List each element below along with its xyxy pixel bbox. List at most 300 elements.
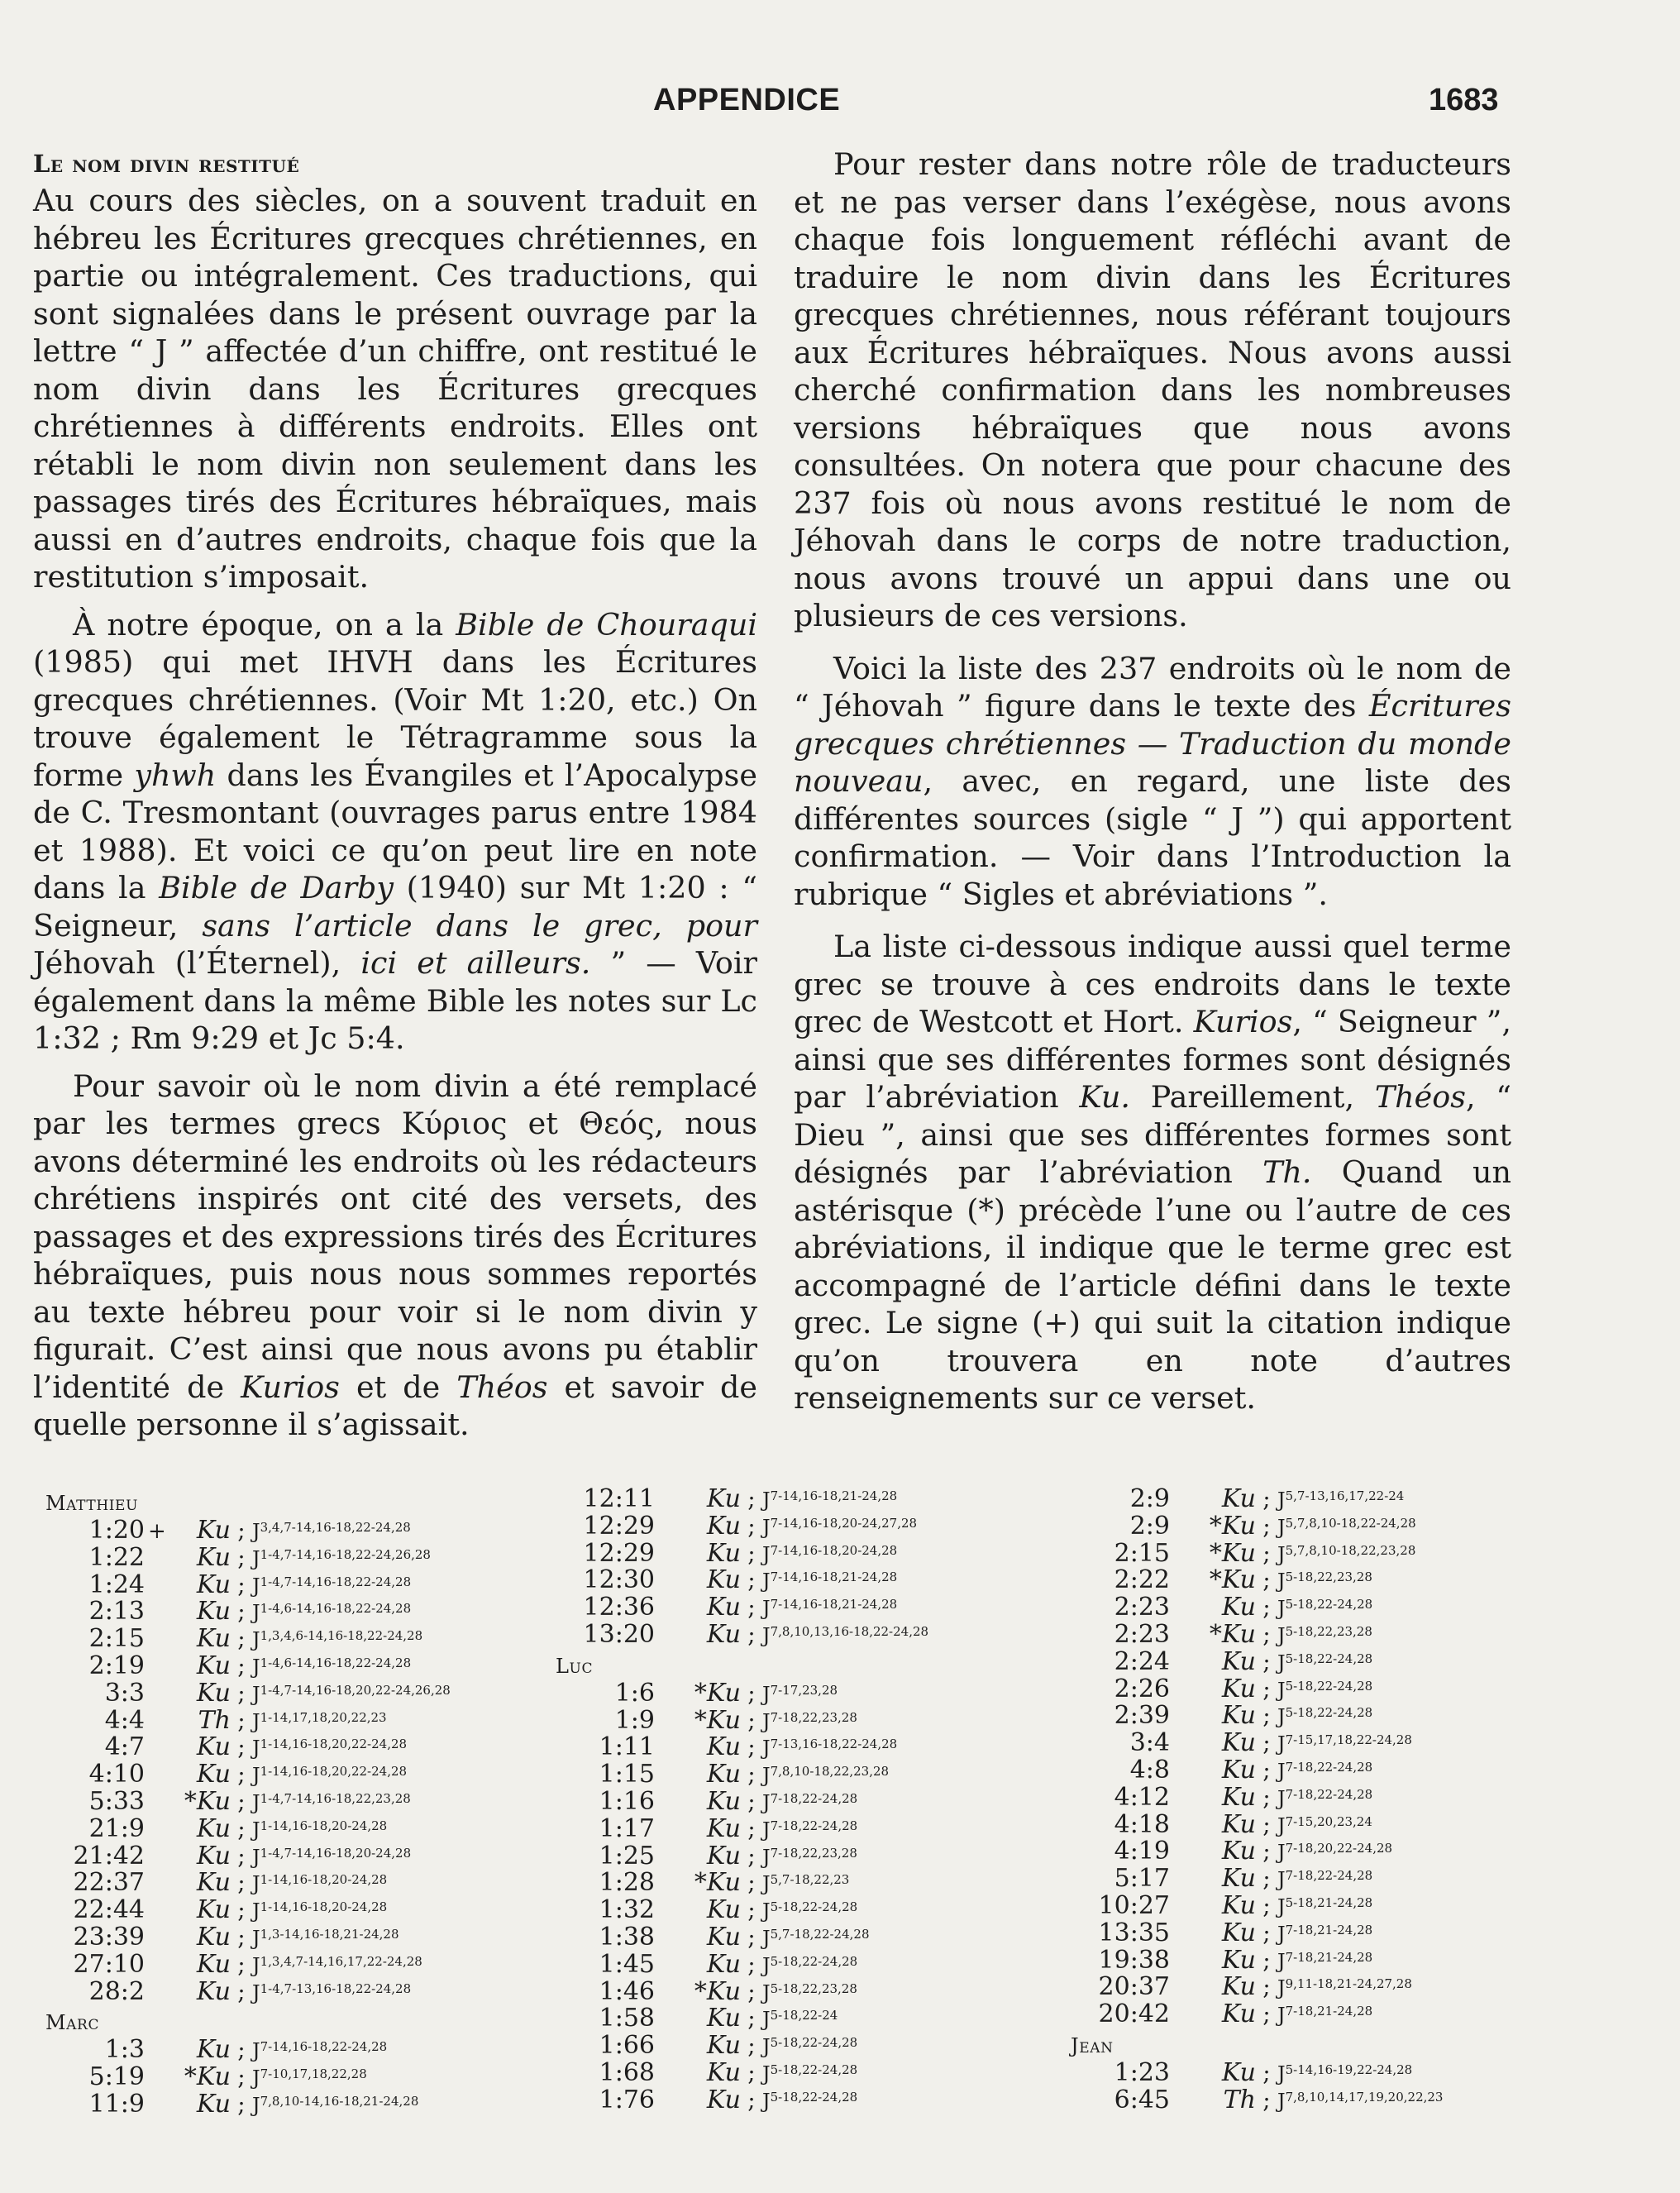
greek-term-abbreviation: Ku <box>196 1732 231 1762</box>
greek-term-abbreviation: Ku <box>1221 1918 1256 1947</box>
source-numbers: 5-18,22-24,28 <box>770 1953 858 1969</box>
source-numbers: 1-4,7-14,16-18,22-24,28 <box>260 1574 412 1589</box>
reference-row <box>1071 1647 1567 1675</box>
source-sigle: J <box>252 1682 260 1706</box>
separator: ; <box>237 2036 246 2064</box>
source-list <box>252 1574 411 1598</box>
verse-reference: 1:45 <box>599 1949 655 1979</box>
verse-reference: 12:11 <box>583 1484 655 1513</box>
greek-term-abbreviation: Th <box>1223 2085 1256 2114</box>
source-list <box>1277 2090 1443 2113</box>
source-list <box>1277 1516 1416 1539</box>
greek-term-abbreviation: Ku <box>196 1516 231 1545</box>
source-numbers: 7-14,16-18,20-24,27,28 <box>770 1515 918 1531</box>
reference-row <box>1071 1972 1567 2002</box>
greek-term-abbreviation: Ku <box>196 1542 231 1572</box>
verse-reference: 1:46 <box>599 1976 655 2006</box>
source-sigle: J <box>1277 1678 1286 1702</box>
right-text-column <box>794 146 1511 1427</box>
reference-row <box>556 1593 1052 1620</box>
source-list <box>1277 1543 1415 1566</box>
source-list <box>252 1547 431 1570</box>
reference-list-column-1 <box>45 1484 542 2117</box>
source-sigle: J <box>762 1845 771 1869</box>
source-numbers: 3,4,7-14,16-18,22-24,28 <box>260 1520 411 1535</box>
source-list <box>1277 1787 1372 1810</box>
paragraph-2: À notre époque, on a la Bible de Chouraqui (1985) qui met IHVH dans les Écritures grecques chrétiennes. (Voir Mt 1:20, etc.) On trouve également le Tétragramme sous la forme yhwh dans les Évangiles et l’Apocalypse de C. Tresmontant (ouvrages parus entre 1984 et 1988). Et voici ce qu’on peut lire en note dans la Bible de Darby (1940) sur Mt 1:20 : “ Seigneur, sans l’article dans le grec, pour Jéhovah (l’Éternel), ici et ailleurs. ” — Voir également dans la même Bible les notes sur Lc 1:32 ; Rm 9:29 et Jc 5:4. <box>33 606 757 1056</box>
reference-row <box>1071 1891 1567 1918</box>
greek-term-abbreviation: Ku <box>706 1565 741 1595</box>
source-sigle: J <box>762 1764 771 1788</box>
separator: ; <box>237 1896 246 1924</box>
source-sigle: J <box>252 2066 260 2090</box>
reference-row <box>45 1923 542 1950</box>
reference-row <box>556 1923 1052 1950</box>
separator: ; <box>1262 1729 1271 1757</box>
separator: ; <box>1262 1756 1271 1784</box>
source-sigle: J <box>1277 1651 1286 1675</box>
source-sigle: J <box>1277 1623 1286 1647</box>
verse-reference: 1:68 <box>599 2057 655 2087</box>
greek-term-abbreviation: Ku <box>706 2004 741 2033</box>
source-list <box>1277 1895 1372 1918</box>
reference-row <box>1071 1999 1567 2027</box>
separator: ; <box>1262 1620 1271 1648</box>
separator: ; <box>1262 1783 1271 1811</box>
verse-reference: 1:25 <box>599 1841 655 1870</box>
verse-reference: 2:13 <box>88 1597 145 1627</box>
reference-row <box>1071 1675 1567 1702</box>
source-numbers: 1-4,6-14,16-18,22-24,28 <box>260 1601 412 1617</box>
verse-reference: 27:10 <box>73 1949 145 1979</box>
greek-term-abbreviation: Ku <box>706 1484 741 1513</box>
source-numbers: 7-14,16-18,20-24,28 <box>770 1542 898 1558</box>
paragraph-1: Au cours des siècles, on a souvent traduit en hébreu les Écritures grecques chrétiennes, en partie ou intégralement. Ces traductions, qui sont signalées dans le présent ouvrage par la lettre “ J ” affectée d’un chiffre, ont restitué le nom divin dans les Écritures grecques chrétiennes à différents endroits. Elles ont rétabli le nom divin non seulement dans les passages tirés des Écritures hébraïques, mais aussi en d’autres endroits, chaque fois que la restitution s’imposait. <box>33 183 757 595</box>
source-list <box>252 2094 418 2117</box>
source-sigle: J <box>762 1737 771 1761</box>
separator: ; <box>237 1977 246 2005</box>
source-list <box>1277 1732 1412 1756</box>
reference-row <box>1071 1783 1567 1810</box>
source-numbers: 7-13,16-18,22-24,28 <box>770 1737 898 1752</box>
source-sigle: J <box>1277 1570 1286 1593</box>
reference-row <box>1071 1756 1567 1783</box>
source-numbers: 7-14,16-18,22-24,28 <box>260 2039 388 2055</box>
greek-term-abbreviation: *Ku <box>1209 1619 1256 1649</box>
source-sigle: J <box>762 1899 771 1923</box>
paragraph-3: Pour savoir où le nom divin a été remplacé par les termes grecs Κύριος et Θεός, nous avons déterminé les endroits où les rédacteurs chrétiens inspirés ont cité des versets, des passages et des expressions tirés des Écritures hébraïques, puis nous nous sommes reportés au texte hébreu pour voir si le nom divin y figurait. C’est ainsi que nous avons pu établir l’identité de Kurios et de Théos et savoir de quelle personne il s’agissait. <box>33 1068 758 1442</box>
greek-term-abbreviation: Ku <box>706 2085 741 2114</box>
source-list <box>1277 1950 1372 1973</box>
separator: ; <box>1262 1810 1271 1838</box>
separator: ; <box>237 1706 246 1734</box>
paragraph-5: Voici la liste des 237 endroits où le nom de “ Jéhovah ” figure dans le texte des Écritures grecques chrétiennes — Traduction du monde nouveau, avec, en regard, une liste des différentes sources (sigle “ J ”) qui apportent confirmation. — Voir dans l’Introduction la rubrique “ Sigles et abréviations ”. <box>794 650 1511 912</box>
greek-term-abbreviation: Ku <box>706 1922 741 1952</box>
source-list <box>1277 1923 1372 1946</box>
source-numbers: 7-14,16-18,21-24,28 <box>770 1488 898 1503</box>
greek-term-abbreviation: Ku <box>196 1651 231 1680</box>
source-sigle: J <box>762 1980 771 2004</box>
greek-term-abbreviation: Ku <box>1221 1646 1256 1676</box>
reference-row <box>556 1512 1052 1539</box>
separator: ; <box>1262 2086 1271 2114</box>
reference-row <box>45 1732 542 1760</box>
separator: ; <box>237 1517 246 1544</box>
separator: ; <box>1262 1485 1271 1512</box>
separator: ; <box>747 1593 756 1622</box>
source-list <box>762 2062 857 2086</box>
source-sigle: J <box>1277 1976 1286 2000</box>
source-sigle: J <box>252 1845 260 1869</box>
source-sigle: J <box>762 1709 771 1733</box>
source-sigle: J <box>762 1515 771 1539</box>
source-sigle: J <box>762 1818 771 1842</box>
reference-list-column-3 <box>1071 1484 1567 2113</box>
source-sigle: J <box>1277 1894 1286 1918</box>
separator: ; <box>747 1842 756 1870</box>
source-numbers: 1-14,16-18,20,22-24,28 <box>260 1737 408 1752</box>
greek-term-abbreviation: Ku <box>1221 1755 1256 1784</box>
verse-reference: 22:37 <box>73 1868 145 1898</box>
source-list <box>762 1543 897 1566</box>
verse-reference: 2:15 <box>1114 1538 1170 1568</box>
verse-reference: 5:19 <box>88 2062 145 2092</box>
separator: ; <box>237 1543 246 1571</box>
separator: ; <box>1262 1918 1271 1947</box>
verse-reference: 4:4 <box>104 1705 145 1735</box>
source-numbers: 5,7-18,22,23 <box>770 1872 850 1888</box>
reference-row <box>1071 1701 1567 1731</box>
verse-reference: 19:38 <box>1098 1945 1170 1975</box>
source-list <box>762 1488 897 1512</box>
reference-row <box>1071 1512 1567 1539</box>
greek-term-abbreviation: Ku <box>706 1760 741 1789</box>
greek-term-abbreviation: Ku <box>1221 1728 1256 1758</box>
source-numbers: 1-4,7-13,16-18,22-24,28 <box>260 1980 412 1996</box>
verse-reference: 5:17 <box>1114 1864 1170 1894</box>
greek-term-abbreviation: *Ku <box>694 1678 741 1708</box>
source-numbers: 5,7-13,16,17,22-24 <box>1285 1488 1405 1503</box>
reference-row <box>45 1977 542 2004</box>
source-numbers: 9,11-18,21-24,27,28 <box>1285 1976 1412 1992</box>
source-numbers: 1-4,6-14,16-18,22-24,28 <box>260 1655 412 1670</box>
verse-reference: 1:20 <box>88 1516 145 1545</box>
verse-reference: 2:24 <box>1114 1646 1170 1676</box>
source-numbers: 7-15,20,23,24 <box>1285 1813 1372 1829</box>
reference-row <box>556 1539 1052 1566</box>
source-numbers: 7-18,22,23,28 <box>770 1845 857 1861</box>
separator: ; <box>1262 2058 1271 2086</box>
reference-row <box>45 1787 542 1814</box>
greek-term-abbreviation: Ku <box>706 1841 741 1870</box>
verse-reference: 1:22 <box>88 1542 145 1572</box>
reference-row <box>45 1814 542 1842</box>
verse-reference: 4:19 <box>1114 1837 1170 1866</box>
greek-term-abbreviation: Ku <box>706 1511 741 1541</box>
separator: ; <box>747 1761 756 1789</box>
reference-row <box>556 1484 1052 1512</box>
source-numbers: 1-14,16-18,20-24,28 <box>260 1899 388 1915</box>
source-numbers: 7-18,20,22-24,28 <box>1285 1841 1393 1856</box>
verse-reference: 10:27 <box>1098 1890 1170 1920</box>
source-sigle: J <box>252 1628 260 1652</box>
source-sigle: J <box>762 2089 771 2113</box>
source-numbers: 5-18,22-24,28 <box>770 2089 858 2105</box>
greek-term-abbreviation: *Ku <box>184 2062 231 2092</box>
running-head-title: APPENDICE <box>653 83 841 117</box>
greek-term-abbreviation: Ku <box>706 1895 741 1925</box>
greek-term-abbreviation: Ku <box>1221 1674 1256 1703</box>
source-sigle: J <box>252 1546 260 1570</box>
source-list <box>252 2066 367 2090</box>
greek-term-abbreviation: Ku <box>1221 1972 1256 2002</box>
verse-reference: 2:26 <box>1114 1674 1170 1703</box>
source-sigle: J <box>762 1953 771 1977</box>
verse-reference: 1:15 <box>599 1760 655 1789</box>
source-list <box>762 1981 857 2004</box>
source-sigle: J <box>1277 1705 1286 1729</box>
separator: ; <box>237 1570 246 1598</box>
source-list <box>762 1710 857 1733</box>
source-list <box>762 2035 857 2058</box>
source-list <box>1277 1841 1392 1864</box>
book-title: Matthieu <box>45 1492 138 1515</box>
reference-row <box>556 1732 1052 1760</box>
separator: ; <box>747 2004 756 2033</box>
separator: ; <box>1262 1865 1271 1893</box>
separator: ; <box>1262 1946 1271 1974</box>
verse-reference: 1:28 <box>599 1868 655 1898</box>
reference-row <box>1071 1918 1567 1946</box>
source-sigle: J <box>762 1872 771 1896</box>
source-sigle: J <box>252 1655 260 1679</box>
reference-row <box>45 1868 542 1898</box>
source-numbers: 7-14,16-18,21-24,28 <box>770 1570 898 1585</box>
reference-list-column-2 <box>556 1484 1052 2113</box>
source-sigle: J <box>1277 1841 1286 1865</box>
separator: ; <box>747 1706 756 1734</box>
source-sigle: J <box>762 2035 771 2059</box>
reference-row <box>556 1706 1052 1733</box>
verse-reference: 1:9 <box>614 1705 655 1735</box>
source-sigle: J <box>252 1764 260 1788</box>
source-numbers: 5,7-18,22-24,28 <box>770 1926 870 1942</box>
separator: ; <box>747 1620 756 1648</box>
separator: ; <box>747 1869 756 1897</box>
source-sigle: J <box>1277 1868 1286 1892</box>
source-sigle: J <box>1277 1542 1286 1566</box>
source-sigle: J <box>252 1872 260 1896</box>
source-numbers: 7-15,17,18,22-24,28 <box>1285 1732 1412 1748</box>
source-list <box>1277 1868 1372 1891</box>
reference-row <box>45 1679 542 1706</box>
source-list <box>1277 1488 1404 1512</box>
source-list <box>252 1656 411 1679</box>
source-numbers: 7-18,22-24,28 <box>1285 1868 1373 1884</box>
reference-row <box>1071 1864 1567 1894</box>
source-numbers: 5-18,22,23,28 <box>770 1980 857 1996</box>
book-title: Marc <box>45 2011 100 2035</box>
source-numbers: 7-18,22-24,28 <box>1285 1786 1373 1802</box>
separator: ; <box>747 1733 756 1761</box>
separator: ; <box>747 1485 756 1512</box>
greek-term-abbreviation: Ku <box>706 1786 741 1816</box>
greek-term-abbreviation: Ku <box>196 1813 231 1843</box>
source-sigle: J <box>762 1488 771 1512</box>
left-text-column <box>33 146 757 1454</box>
source-numbers: 7,8,10-14,16-18,21-24,28 <box>260 2093 419 2109</box>
source-list <box>1277 1624 1372 1647</box>
source-sigle: J <box>252 1899 260 1923</box>
reference-row <box>1071 1620 1567 1647</box>
verse-reference: 12:36 <box>583 1593 655 1622</box>
source-list <box>762 1818 857 1842</box>
verse-reference: 1:17 <box>599 1813 655 1843</box>
source-sigle: J <box>252 2093 260 2117</box>
source-numbers: 1-14,17,18,20,22,23 <box>260 1709 387 1725</box>
verse-reference: 12:29 <box>583 1511 655 1541</box>
verse-reference: 1:32 <box>599 1895 655 1925</box>
separator: ; <box>747 1539 756 1567</box>
verse-reference: 4:10 <box>88 1760 145 1789</box>
source-numbers: 1,3-14,16-18,21-24,28 <box>260 1926 399 1942</box>
separator: ; <box>747 2058 756 2086</box>
greek-term-abbreviation: *Ku <box>1209 1538 1256 1568</box>
source-numbers: 7-18,21-24,28 <box>1285 1922 1373 1937</box>
verse-reference: 3:3 <box>104 1678 145 1708</box>
separator: ; <box>237 2090 246 2118</box>
source-list <box>252 1710 387 1733</box>
source-list <box>762 1872 849 1895</box>
verse-reference: 1:3 <box>104 2035 145 2065</box>
greek-term-abbreviation: Ku <box>1221 2057 1256 2087</box>
greek-term-abbreviation: Ku <box>1221 1837 1256 1866</box>
page-header <box>0 83 1680 132</box>
source-sigle: J <box>1277 2062 1286 2086</box>
source-list <box>252 1818 387 1842</box>
reference-row <box>556 2086 1052 2113</box>
reference-row <box>45 1597 542 1627</box>
verse-reference: 1:24 <box>88 1570 145 1599</box>
source-list <box>1277 1705 1372 1728</box>
source-list <box>1277 1597 1372 1620</box>
source-sigle: J <box>1277 2089 1286 2113</box>
verse-reference: 6:45 <box>1114 2085 1170 2114</box>
source-numbers: 5-18,22-24,28 <box>770 1899 858 1915</box>
source-sigle: J <box>252 1737 260 1761</box>
verse-reference: 2:39 <box>1114 1701 1170 1731</box>
source-numbers: 5-18,22-24,28 <box>1285 1651 1373 1666</box>
reference-row <box>45 1624 542 1654</box>
source-list <box>1277 1651 1372 1675</box>
verse-reference: 1:16 <box>599 1786 655 1816</box>
verse-reference: 2:22 <box>1114 1565 1170 1595</box>
separator: ; <box>237 1761 246 1789</box>
greek-term-abbreviation: *Ku <box>184 1786 231 1816</box>
separator: ; <box>747 1950 756 1978</box>
source-numbers: 1,3,4,7-14,16,17,22-24,28 <box>260 1953 422 1969</box>
source-list <box>252 1520 411 1543</box>
greek-term-abbreviation: Ku <box>196 1895 231 1925</box>
source-list <box>762 1597 897 1620</box>
source-numbers: 5-18,22-24,28 <box>1285 1597 1373 1612</box>
source-sigle: J <box>1277 1732 1286 1756</box>
greek-term-abbreviation: *Ku <box>1209 1511 1256 1541</box>
source-numbers: 1-4,7-14,16-18,22,23,28 <box>260 1790 411 1806</box>
reference-row <box>556 1868 1052 1898</box>
separator: ; <box>747 1814 756 1842</box>
separator: ; <box>1262 1539 1271 1567</box>
reference-row <box>556 2004 1052 2031</box>
separator: ; <box>237 2063 246 2091</box>
reference-row <box>45 1651 542 1679</box>
verse-reference: 13:35 <box>1098 1918 1170 1947</box>
greek-term-abbreviation: Ku <box>1221 1945 1256 1975</box>
source-sigle: J <box>252 1574 260 1598</box>
greek-term-abbreviation: Ku <box>706 1732 741 1762</box>
reference-row <box>1071 1593 1567 1620</box>
separator: ; <box>747 1896 756 1924</box>
reference-row <box>1071 2058 1567 2086</box>
book-title: Jean <box>1071 2033 1114 2057</box>
source-list <box>762 1624 928 1647</box>
source-numbers: 1-14,16-18,20-24,28 <box>260 1818 388 1833</box>
verse-reference: 2:9 <box>1129 1484 1170 1513</box>
source-numbers: 1-4,7-14,16-18,20,22-24,26,28 <box>260 1682 451 1698</box>
reference-row <box>556 1950 1052 1977</box>
source-list <box>252 2039 387 2062</box>
greek-term-abbreviation: Ku <box>1221 1484 1256 1513</box>
verse-reference: 21:9 <box>88 1813 145 1843</box>
greek-term-abbreviation: Ku <box>196 1949 231 1979</box>
reference-row <box>556 1620 1052 1647</box>
verse-reference: 11:9 <box>88 2089 145 2119</box>
source-list <box>1277 2062 1412 2086</box>
reference-row <box>45 1516 542 1543</box>
verse-reference: 1:76 <box>599 2085 655 2114</box>
source-list <box>252 1846 411 1869</box>
separator: ; <box>1262 1702 1271 1730</box>
source-numbers: 7-14,16-18,21-24,28 <box>770 1597 898 1612</box>
source-list <box>762 1791 857 1814</box>
source-list <box>252 1899 387 1923</box>
verse-reference: 4:18 <box>1114 1809 1170 1839</box>
separator: ; <box>237 1651 246 1679</box>
reference-row <box>1071 1728 1567 1756</box>
greek-term-abbreviation: Ku <box>196 1760 231 1789</box>
source-numbers: 5-18,22-24,28 <box>1285 1678 1373 1694</box>
source-numbers: 7-18,22-24,28 <box>1285 1759 1373 1775</box>
source-sigle: J <box>252 2039 260 2063</box>
source-list <box>252 1981 411 2004</box>
reference-row <box>556 1679 1052 1706</box>
greek-term-abbreviation: Ku <box>706 1619 741 1649</box>
greek-term-abbreviation: *Ku <box>1209 1565 1256 1595</box>
reference-row <box>1071 1565 1567 1593</box>
source-list <box>1277 1976 1412 1999</box>
source-numbers: 7,8,10-18,22,23,28 <box>770 1764 890 1780</box>
separator: ; <box>747 1923 756 1951</box>
paragraph-6: La liste ci-dessous indique aussi quel terme grec se trouve à ces endroits dans le texte grec de Westcott et Hort. Kurios, “ Seigneur ”, ainsi que ses différentes formes sont désignés par l’abréviation Ku. Pareillement, Théos, “ Dieu ”, ainsi que ses différentes formes sont désignés par l’abréviation Th. Quand un astérisque (*) précède l’une ou l’autre de ces abréviations, il indique que le terme grec est accompagné de l’article défini dans le texte grec. Le signe (+) qui suit la citation indique qu’on trouvera en note d’autres renseignements sur ce verset. <box>794 929 1512 1416</box>
note-plus-sign: + <box>148 1519 166 1544</box>
source-sigle: J <box>762 1682 771 1706</box>
source-numbers: 5-18,22-24,28 <box>1285 1705 1373 1721</box>
greek-term-abbreviation: Ku <box>196 2089 231 2119</box>
source-sigle: J <box>252 1953 260 1977</box>
greek-term-abbreviation: Ku <box>706 1949 741 1979</box>
paragraph-4: Pour rester dans notre rôle de traducteurs et ne pas verser dans l’exégèse, nous avons chaque fois longuement réfléchi avant de traduire le nom divin dans les Écritures grecques chrétiennes, nous référant toujours aux Écritures hébraïques. Nous avons aussi cherché confirmation dans les nombreuses versions hébraïques que nous avons consultées. On notera que pour chacune des 237 fois où nous avons restitué le nom de Jéhovah dans le corps de notre traduction, nous avons trouvé un appui dans une ou plusieurs de ces versions. <box>794 146 1511 633</box>
source-list <box>1277 1570 1372 1593</box>
